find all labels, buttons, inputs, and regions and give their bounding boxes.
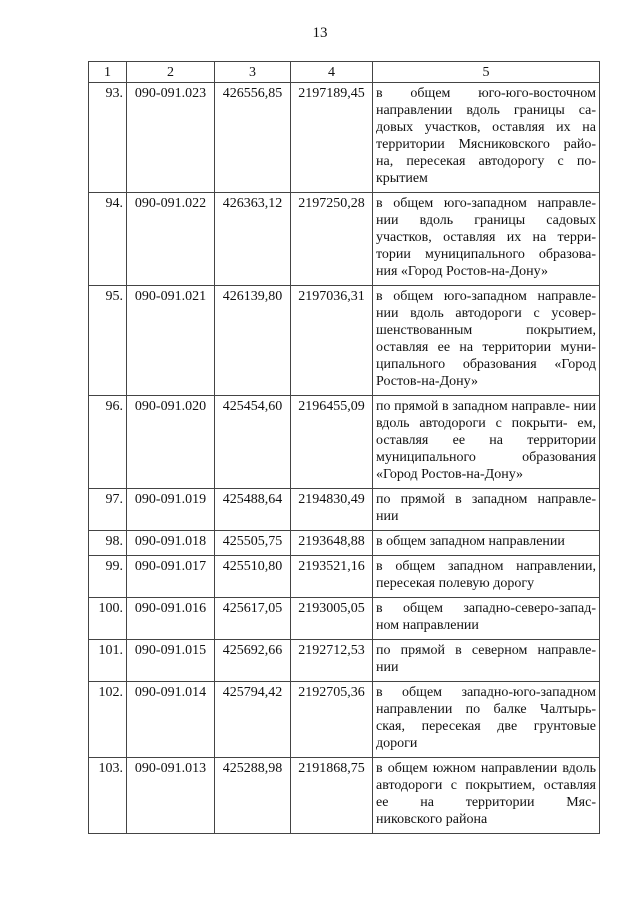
description-line: нии вдоль границы садовых [376, 213, 596, 228]
description-line: в общем юго-западном направле- [376, 289, 596, 304]
table-row [89, 193, 600, 286]
row-number-cell: 101. [89, 640, 127, 682]
description-line: в общем западно-юго-западном [376, 685, 596, 700]
y-coordinate-cell: 2196455,09 [291, 396, 373, 489]
description-last-line: в общем западном направлении [376, 534, 565, 549]
boundary-points-table [88, 61, 600, 834]
direction-description-cell [373, 396, 600, 489]
table-row [89, 758, 600, 834]
point-id-cell: 090-091.013 [127, 758, 215, 834]
point-id-cell: 090-091.017 [127, 556, 215, 598]
direction-description-cell [373, 286, 600, 396]
description-line: в общем западном направлении, [376, 559, 596, 574]
point-id-cell: 090-091.023 [127, 83, 215, 193]
row-number-cell: 103. [89, 758, 127, 834]
x-coordinate-cell: 425510,80 [215, 556, 291, 598]
y-coordinate-cell: 2192712,53 [291, 640, 373, 682]
description-line: нии вдоль автодороги с покрыти- [376, 399, 597, 431]
x-coordinate-cell: 425794,42 [215, 682, 291, 758]
table-row [89, 556, 600, 598]
header-cell-3: 3 [215, 62, 291, 83]
table-row [89, 286, 600, 396]
y-coordinate-cell: 2193521,16 [291, 556, 373, 598]
description-line: шенствованным покрытием, [376, 323, 596, 338]
x-coordinate-cell: 425488,64 [215, 489, 291, 531]
description-line: в общем юго-западном направле- [376, 196, 596, 211]
y-coordinate-cell: 2191868,75 [291, 758, 373, 834]
description-last-line: нии [376, 660, 399, 675]
x-coordinate-cell: 425692,66 [215, 640, 291, 682]
description-line: нии вдоль автодороги с усовер- [376, 306, 596, 321]
point-id-cell: 090-091.014 [127, 682, 215, 758]
description-line: по прямой в западном направле- [376, 399, 570, 414]
point-id-cell: 090-091.018 [127, 531, 215, 556]
y-coordinate-cell: 2197036,31 [291, 286, 373, 396]
direction-description-cell [373, 556, 600, 598]
row-number-cell: 99. [89, 556, 127, 598]
point-id-cell: 090-091.016 [127, 598, 215, 640]
table-row [89, 489, 600, 531]
point-id-cell: 090-091.019 [127, 489, 215, 531]
y-coordinate-cell: 2197189,45 [291, 83, 373, 193]
table-header-row [89, 62, 600, 83]
table-row [89, 598, 600, 640]
row-number-cell: 94. [89, 193, 127, 286]
direction-description-cell [373, 640, 600, 682]
description-last-line: дороги [376, 736, 418, 751]
description-line: оставляя ее на территории Мяс- [376, 778, 596, 810]
description-line: ем, оставляя ее на территории [376, 416, 596, 448]
x-coordinate-cell: 426556,85 [215, 83, 291, 193]
description-line: оставляя ее на территории муни- [376, 340, 596, 355]
direction-description-cell [373, 758, 600, 834]
description-last-line: «Город Ростов-на-Дону» [376, 467, 524, 482]
direction-description-cell [373, 682, 600, 758]
description-line: участков, оставляя их на терри- [376, 230, 596, 245]
description-line: направлении по балке Чалтырь- [376, 702, 596, 717]
direction-description-cell [373, 193, 600, 286]
table-row [89, 640, 600, 682]
x-coordinate-cell: 425505,75 [215, 531, 291, 556]
description-last-line: пересекая полевую дорогу [376, 576, 535, 591]
description-last-line: нии [376, 509, 399, 524]
row-number-cell: 98. [89, 531, 127, 556]
description-line: в общем южном направлении [376, 761, 558, 776]
x-coordinate-cell: 426139,80 [215, 286, 291, 396]
x-coordinate-cell: 425454,60 [215, 396, 291, 489]
description-line: направлении вдоль границы са- [376, 103, 596, 118]
description-line: вдоль автодороги с покрытием, [376, 761, 596, 793]
header-cell-4: 4 [291, 62, 373, 83]
point-id-cell: 090-091.015 [127, 640, 215, 682]
description-line: по прямой в западном направле- [376, 492, 596, 507]
page-number: 13 [312, 25, 328, 41]
header-cell-1: 1 [89, 62, 127, 83]
header-cell-5: 5 [373, 62, 600, 83]
description-last-line: крытием [376, 171, 428, 186]
description-last-line: никовского района [376, 812, 488, 827]
direction-description-cell [373, 531, 600, 556]
description-line: тории муниципального образова- [376, 247, 596, 262]
x-coordinate-cell: 425617,05 [215, 598, 291, 640]
point-id-cell: 090-091.020 [127, 396, 215, 489]
description-line: на, пересекая автодорогу с по- [376, 154, 596, 169]
row-number-cell: 96. [89, 396, 127, 489]
direction-description-cell [373, 83, 600, 193]
description-line: ципального образования «Город [376, 357, 596, 372]
row-number-cell: 95. [89, 286, 127, 396]
point-id-cell: 090-091.022 [127, 193, 215, 286]
description-last-line: Ростов-на-Дону» [376, 374, 478, 389]
y-coordinate-cell: 2193005,05 [291, 598, 373, 640]
description-line: муниципального образования [376, 450, 596, 465]
row-number-cell: 93. [89, 83, 127, 193]
row-number-cell: 102. [89, 682, 127, 758]
y-coordinate-cell: 2192705,36 [291, 682, 373, 758]
point-id-cell: 090-091.021 [127, 286, 215, 396]
table-row [89, 531, 600, 556]
table-row [89, 396, 600, 489]
table-row [89, 83, 600, 193]
x-coordinate-cell: 425288,98 [215, 758, 291, 834]
row-number-cell: 97. [89, 489, 127, 531]
row-number-cell: 100. [89, 598, 127, 640]
description-last-line: ном направлении [376, 618, 479, 633]
x-coordinate-cell: 426363,12 [215, 193, 291, 286]
direction-description-cell [373, 598, 600, 640]
description-line: довых участков, оставляя их на [376, 120, 596, 135]
description-last-line: ния «Город Ростов-на-Дону» [376, 264, 548, 279]
y-coordinate-cell: 2197250,28 [291, 193, 373, 286]
description-line: по прямой в северном направле- [376, 643, 596, 658]
table-body [89, 83, 600, 834]
y-coordinate-cell: 2194830,49 [291, 489, 373, 531]
description-line: территории Мясниковского райо- [376, 137, 596, 152]
y-coordinate-cell: 2193648,88 [291, 531, 373, 556]
description-line: в общем западно-северо-запад- [376, 601, 596, 616]
direction-description-cell [373, 489, 600, 531]
table-row [89, 682, 600, 758]
description-line: в общем юго-юго-восточном [376, 86, 596, 101]
description-line: ская, пересекая две грунтовые [376, 719, 596, 734]
header-cell-2: 2 [127, 62, 215, 83]
